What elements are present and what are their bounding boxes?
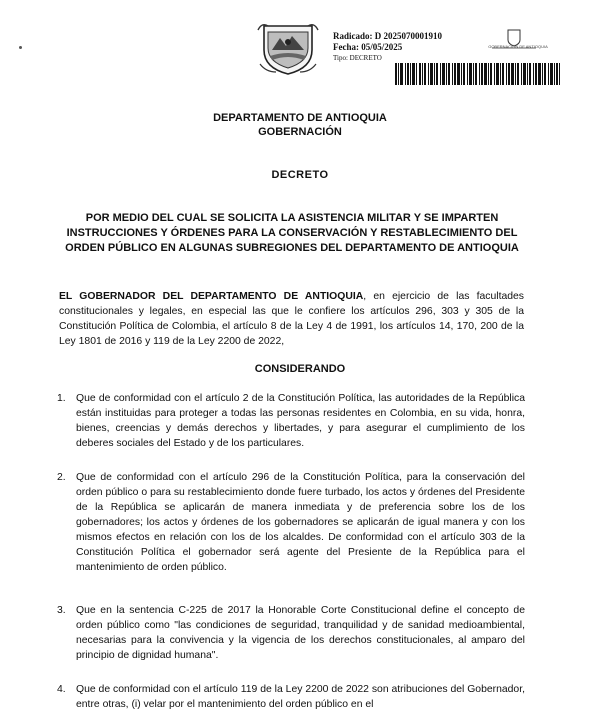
stamp-logo-icon: [490, 28, 538, 58]
item-number: 3.: [57, 605, 66, 616]
filing-date: Fecha: 05/05/2025: [333, 42, 403, 52]
item-number: 1.: [57, 393, 66, 404]
item-text: Que de conformidad con el artículo 2 de la Constitución Política, las autoridades de la República están instituidas para proteger a todas las personas residentes en Colombia, en su vida, honra, bienes, creencias y demás derechos y libertades, y para asegurar el cumplimiento de los deberes sociales del Estado y de los particulares.: [76, 393, 525, 449]
considerando-item: [57, 470, 525, 575]
considerando-item: [57, 603, 525, 663]
item-text: Que de conformidad con el artículo 296 de la Constitución Política, para la conservación del orden público o para su restablecimiento donde fuere turbado, los actos y órdenes del Presidente de la República se aplicarán de manera inmediata y de preferencia sobre los de los gobernadores; los actos y órdenes de los gobernadores se aplicarán de igual manera y con los mismos efectos en relación con los de los alcaldes. De conformidad con el artículo 303 de la Constitución Política el gobernador será agente del Presiente de la República para el mantenimiento de orden público.: [76, 472, 525, 573]
office-title: GOBERNACIÓN: [258, 126, 342, 138]
department-title: DEPARTAMENTO DE ANTIOQUIA: [213, 112, 387, 124]
preamble-authority: EL GOBERNADOR DEL DEPARTAMENTO DE ANTIOQUIA: [59, 291, 364, 302]
item-number: 4.: [57, 684, 66, 695]
radicado-number: Radicado: D 2025070001910: [333, 31, 443, 41]
coat-of-arms-icon: [256, 20, 320, 76]
considerando-item: [57, 682, 525, 712]
item-text: Que de conformidad con el artículo 119 de la Ley 2200 de 2022 son atribuciones del Gobernador, entre otras, (i) velar por el mantenimiento del orden público en el: [76, 684, 525, 710]
scan-speck: [19, 46, 22, 49]
filing-stamp: [333, 31, 442, 64]
document-type-heading: DECRETO: [271, 169, 329, 181]
barcode: [395, 63, 560, 85]
decree-subject: POR MEDIO DEL CUAL SE SOLICITA LA ASISTENCIA MILITAR Y SE IMPARTEN INSTRUCCIONES Y ÓRDENES PARA LA CONSERVACIÓN Y RESTABLECIMIENTO DEL ORDEN PÚBLICO EN ALGUNAS SUBREGIONES DEL DEPARTAMENTO DE ANTIOQUIA: [65, 212, 519, 254]
item-text: Que en la sentencia C-225 de 2017 la Honorable Corte Constitucional define el concepto de orden público como "las condiciones de seguridad, tranquilidad y de sanidad medioambiental, necesarias para la convivencia y la vigencia de los derechos constitucionales, al amparo del principio de dignidad humana".: [76, 605, 525, 661]
filing-type: Tipo: DECRETO: [333, 54, 382, 62]
stamp-caption: GOBERNACIÓN DE ANTIOQUIA: [488, 44, 548, 49]
considerando-item: [57, 391, 525, 451]
preamble-paragraph: [59, 289, 524, 349]
item-number: 2.: [57, 472, 66, 483]
considerando-heading: CONSIDERANDO: [254, 363, 346, 375]
preamble-text: , en ejercicio de las facultades constitucionales y legales, en especial las que le confiere los artículos 296, 303 y 305 de la Constitución Política de Colombia, el artículo 8 de la Ley 4 de 1991, los artículos 14, 170, 200 de la Ley 1801 de 2016 y 119 de la Ley 2200 de 2022,: [59, 291, 524, 347]
